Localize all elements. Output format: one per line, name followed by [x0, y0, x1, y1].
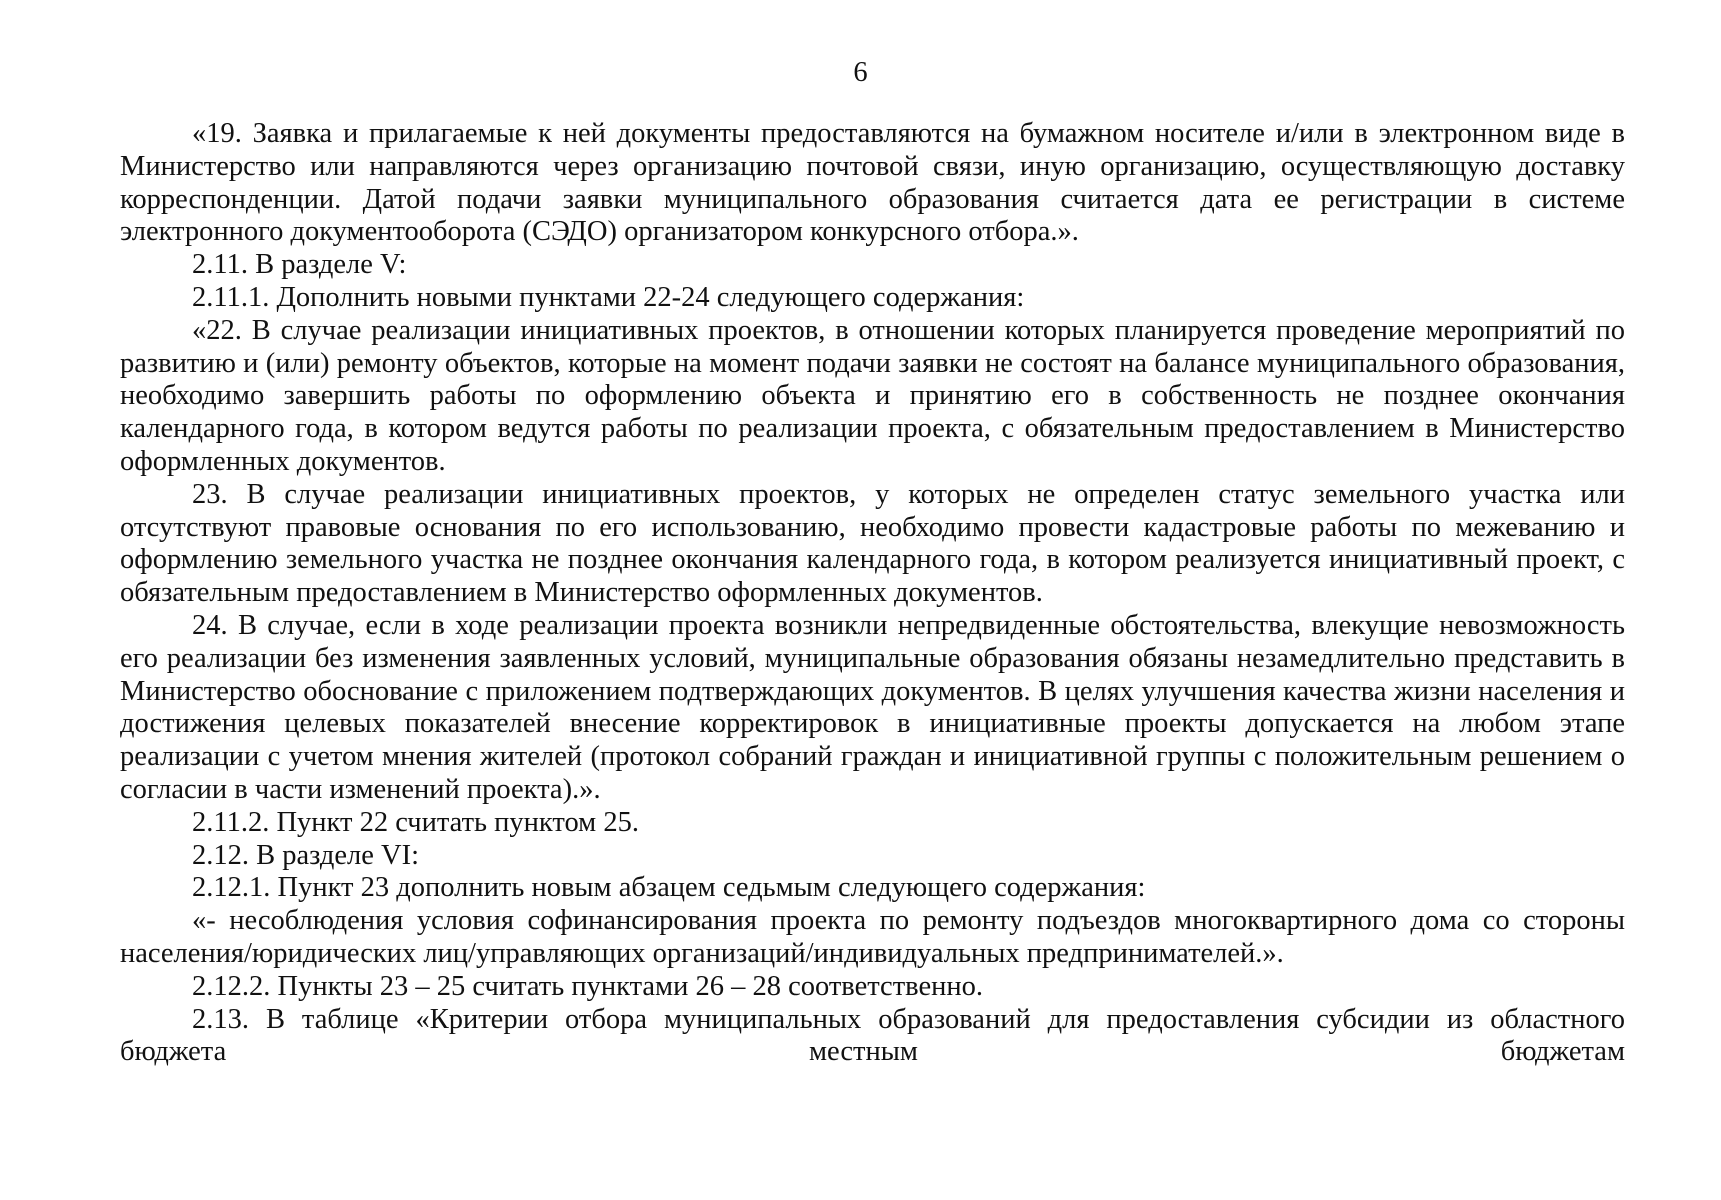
paragraph-clause-24: 24. В случае, если в ходе реализации проекта возникли непредвиденные обстоятельства, влекущие невозможность его реализации без изменения заявленных условий, муниципальные образования обязаны незамедлительно представить в Министерство обоснование с приложением подтверждающих документов. В целях улучшения качества жизни населения и достижения целевых показателей внесение корректировок в инициативные проекты допускается на любом этапе реализации с учетом мнения жителей (протокол собраний граждан и инициативной группы с положительным решением о согласии в части изменений проекта).».	[120, 609, 1625, 805]
document-body	[120, 118, 1625, 1069]
page-number: 6	[853, 57, 868, 88]
paragraph-2-11: 2.11. В разделе V:	[192, 249, 407, 281]
paragraph-2-12-1: 2.12.1. Пункт 23 дополнить новым абзацем седьмым следующего содержания:	[192, 872, 1146, 904]
paragraph-2-12: 2.12. В разделе VI:	[192, 839, 420, 871]
paragraph-clause-19: «19. Заявка и прилагаемые к ней документы предоставляются на бумажном носителе и/или в электронном виде в Министерство или направляются через организацию почтовой связи, иную организацию, осуществляющую доставку корреспонденции. Датой подачи заявки муниципального образования считается дата ее регистрации в системе электронного документооборота (СЭДО) организатором конкурсного отбора.».	[120, 118, 1625, 248]
paragraph-2-11-2: 2.11.2. Пункт 22 считать пунктом 25.	[192, 806, 639, 838]
paragraph-clause-22: «22. В случае реализации инициативных проектов, в отношении которых планируется проведение мероприятий по развитию и (или) ремонту объектов, которые на момент подачи заявки не состоят на балансе муниципального образования, необходимо завершить работы по оформлению объекта и принятию его в собственность не позднее окончания календарного года, в котором ведутся работы по реализации проекта, с обязательным предоставлением в Министерство оформленных документов.	[120, 314, 1625, 477]
paragraph-seventh-subparagraph: «- несоблюдения условия софинансирования проекта по ремонту подъездов многоквартирного дома со стороны населения/юридических лиц/управляющих организаций/индивидуальных предпринимателей.».	[120, 905, 1625, 969]
paragraph-clause-23: 23. В случае реализации инициативных проектов, у которых не определен статус земельного участка или отсутствуют правовые основания по его использованию, необходимо провести кадастровые работы по межеванию и оформлению земельного участка не позднее окончания календарного года, в котором реализуется инициативный проект, с обязательным предоставлением в Министерство оформленных документов.	[120, 478, 1625, 609]
paragraph-2-12-2: 2.12.2. Пункты 23 – 25 считать пунктами 26 – 28 соответственно.	[192, 970, 983, 1002]
paragraph-2-11-1: 2.11.1. Дополнить новыми пунктами 22-24 следующего содержания:	[192, 281, 1025, 313]
paragraph-2-13: 2.13. В таблице «Критерии отбора муниципальных образований для предоставления субсидии из областного бюджета местным бюджетам	[120, 1003, 1625, 1068]
